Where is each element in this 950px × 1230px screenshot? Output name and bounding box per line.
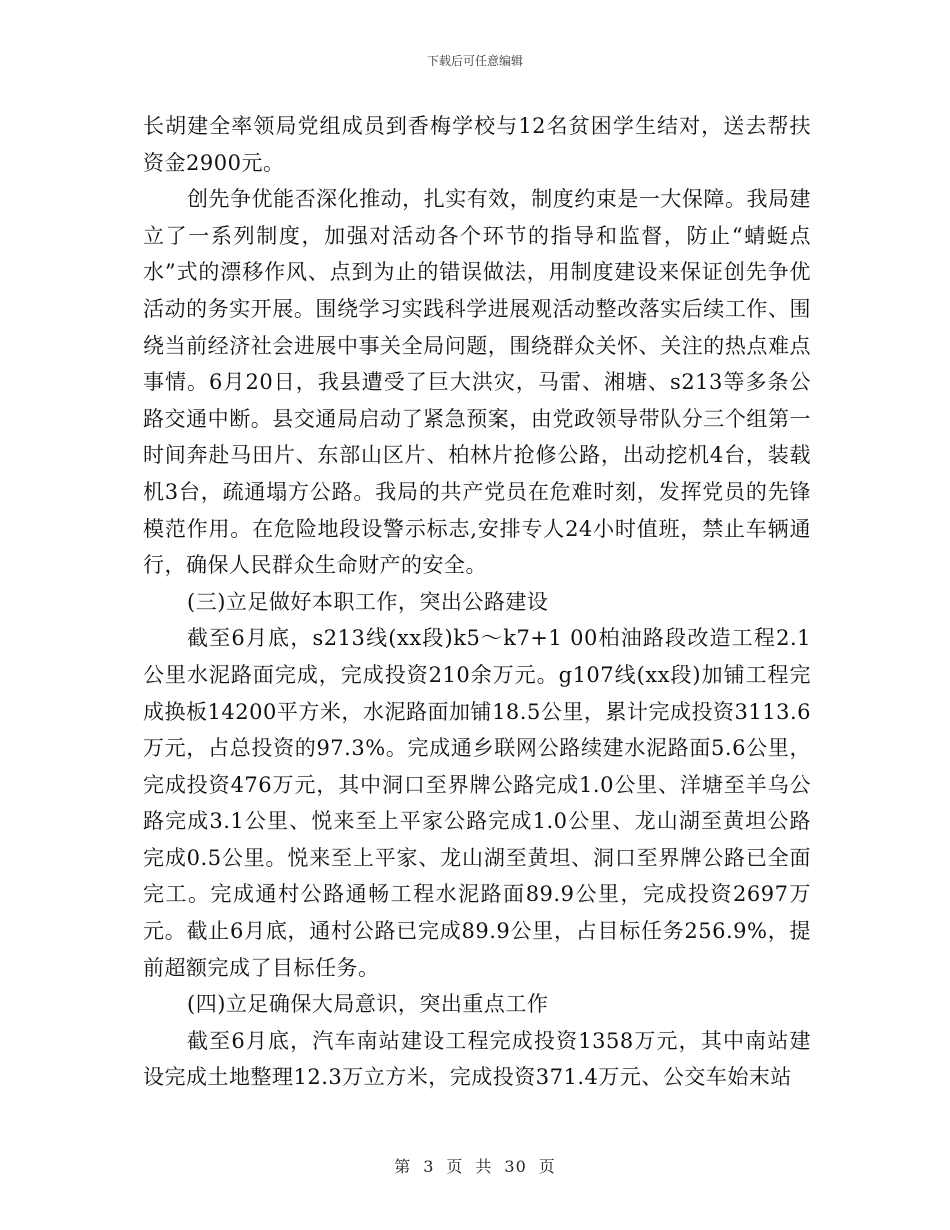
total-page-count: 30: [504, 1157, 527, 1176]
page-footer: [0, 1154, 950, 1177]
current-page-number: 3: [423, 1157, 435, 1176]
paragraph-3: 截至6月底，s213线(xx段)k5～k7+1 00柏油路段改造工程2.1公里水泥路面完成，完成投资210余万元。g107线(xx段)加铺工程完成换板14200平方米，水泥路面加铺18.5公里，累计完成投资3113.6万元，占总投资的97.3%。完成通乡联网公路续建水泥路面5.6公里，完成投资476万元，其中洞口至界牌公路完成1.0公里、洋塘至羊乌公路完成3.1公里、悦来至上平家公路完成1.0公里、龙山湖至黄坦公路完成0.5公里。悦来至上平家、龙山湖至黄坦、洞口至界牌公路已全面完工。完成通村公路通畅工程水泥路面89.9公里，完成投资2697万元。截止6月底，通村公路已完成89.9公里，占目标任务256.9%，提前超额完成了目标任务。: [143, 626, 811, 980]
footer-label-gong: 共: [475, 1157, 493, 1176]
page-header: 下载后可任意编辑: [426, 54, 523, 68]
paragraph-2: 创先争优能否深化推动，扎实有效，制度约束是一大保障。我局建立了一系列制度，加强对活动各个环节的指导和监督，防止“蜻蜓点水”式的漂移作风、点到为止的错误做法，用制度建设来保证创先争优活动的务实开展。围绕学习实践科学进展观活动整改落实后续工作、围绕当前经济社会进展中事关全局问题，围绕群众关怀、关注的热点难点事情。6月20日，我县遭受了巨大洪灾，马雷、湘塘、s213等多条公路交通中断。县交通局启动了紧急预案，由党政领导带队分三个组第一时间奔赴马田片、东部山区片、柏林片抢修公路，出动挖机4台，装载机3台，疏通塌方公路。我局的共产党员在危难时刻，发挥党员的先锋模范作用。在危险地段设警示标志,安排专人24小时值班，禁止车辆通行，确保人民群众生命财产的安全。: [143, 187, 811, 578]
footer-label-ye: 页: [446, 1157, 464, 1176]
paragraph-4: 截至6月底，汽车南站建设工程完成投资1358万元，其中南站建设完成土地整理12.3万立方米，完成投资371.4万元、公交车始末站: [143, 1028, 811, 1090]
paragraph-1: 长胡建全率领局党组成员到香梅学校与12名贫困学生结对，送去帮扶资金2900元。: [143, 114, 811, 175]
footer-label-di: 第: [394, 1157, 412, 1176]
footer-label-ye-2: 页: [538, 1157, 556, 1176]
section-heading-4: (四)立足确保大局意识，突出重点工作: [187, 992, 549, 1017]
section-heading-3: (三)立足做好本职工作，突出公路建设: [187, 589, 549, 614]
document-body: [143, 108, 811, 1096]
